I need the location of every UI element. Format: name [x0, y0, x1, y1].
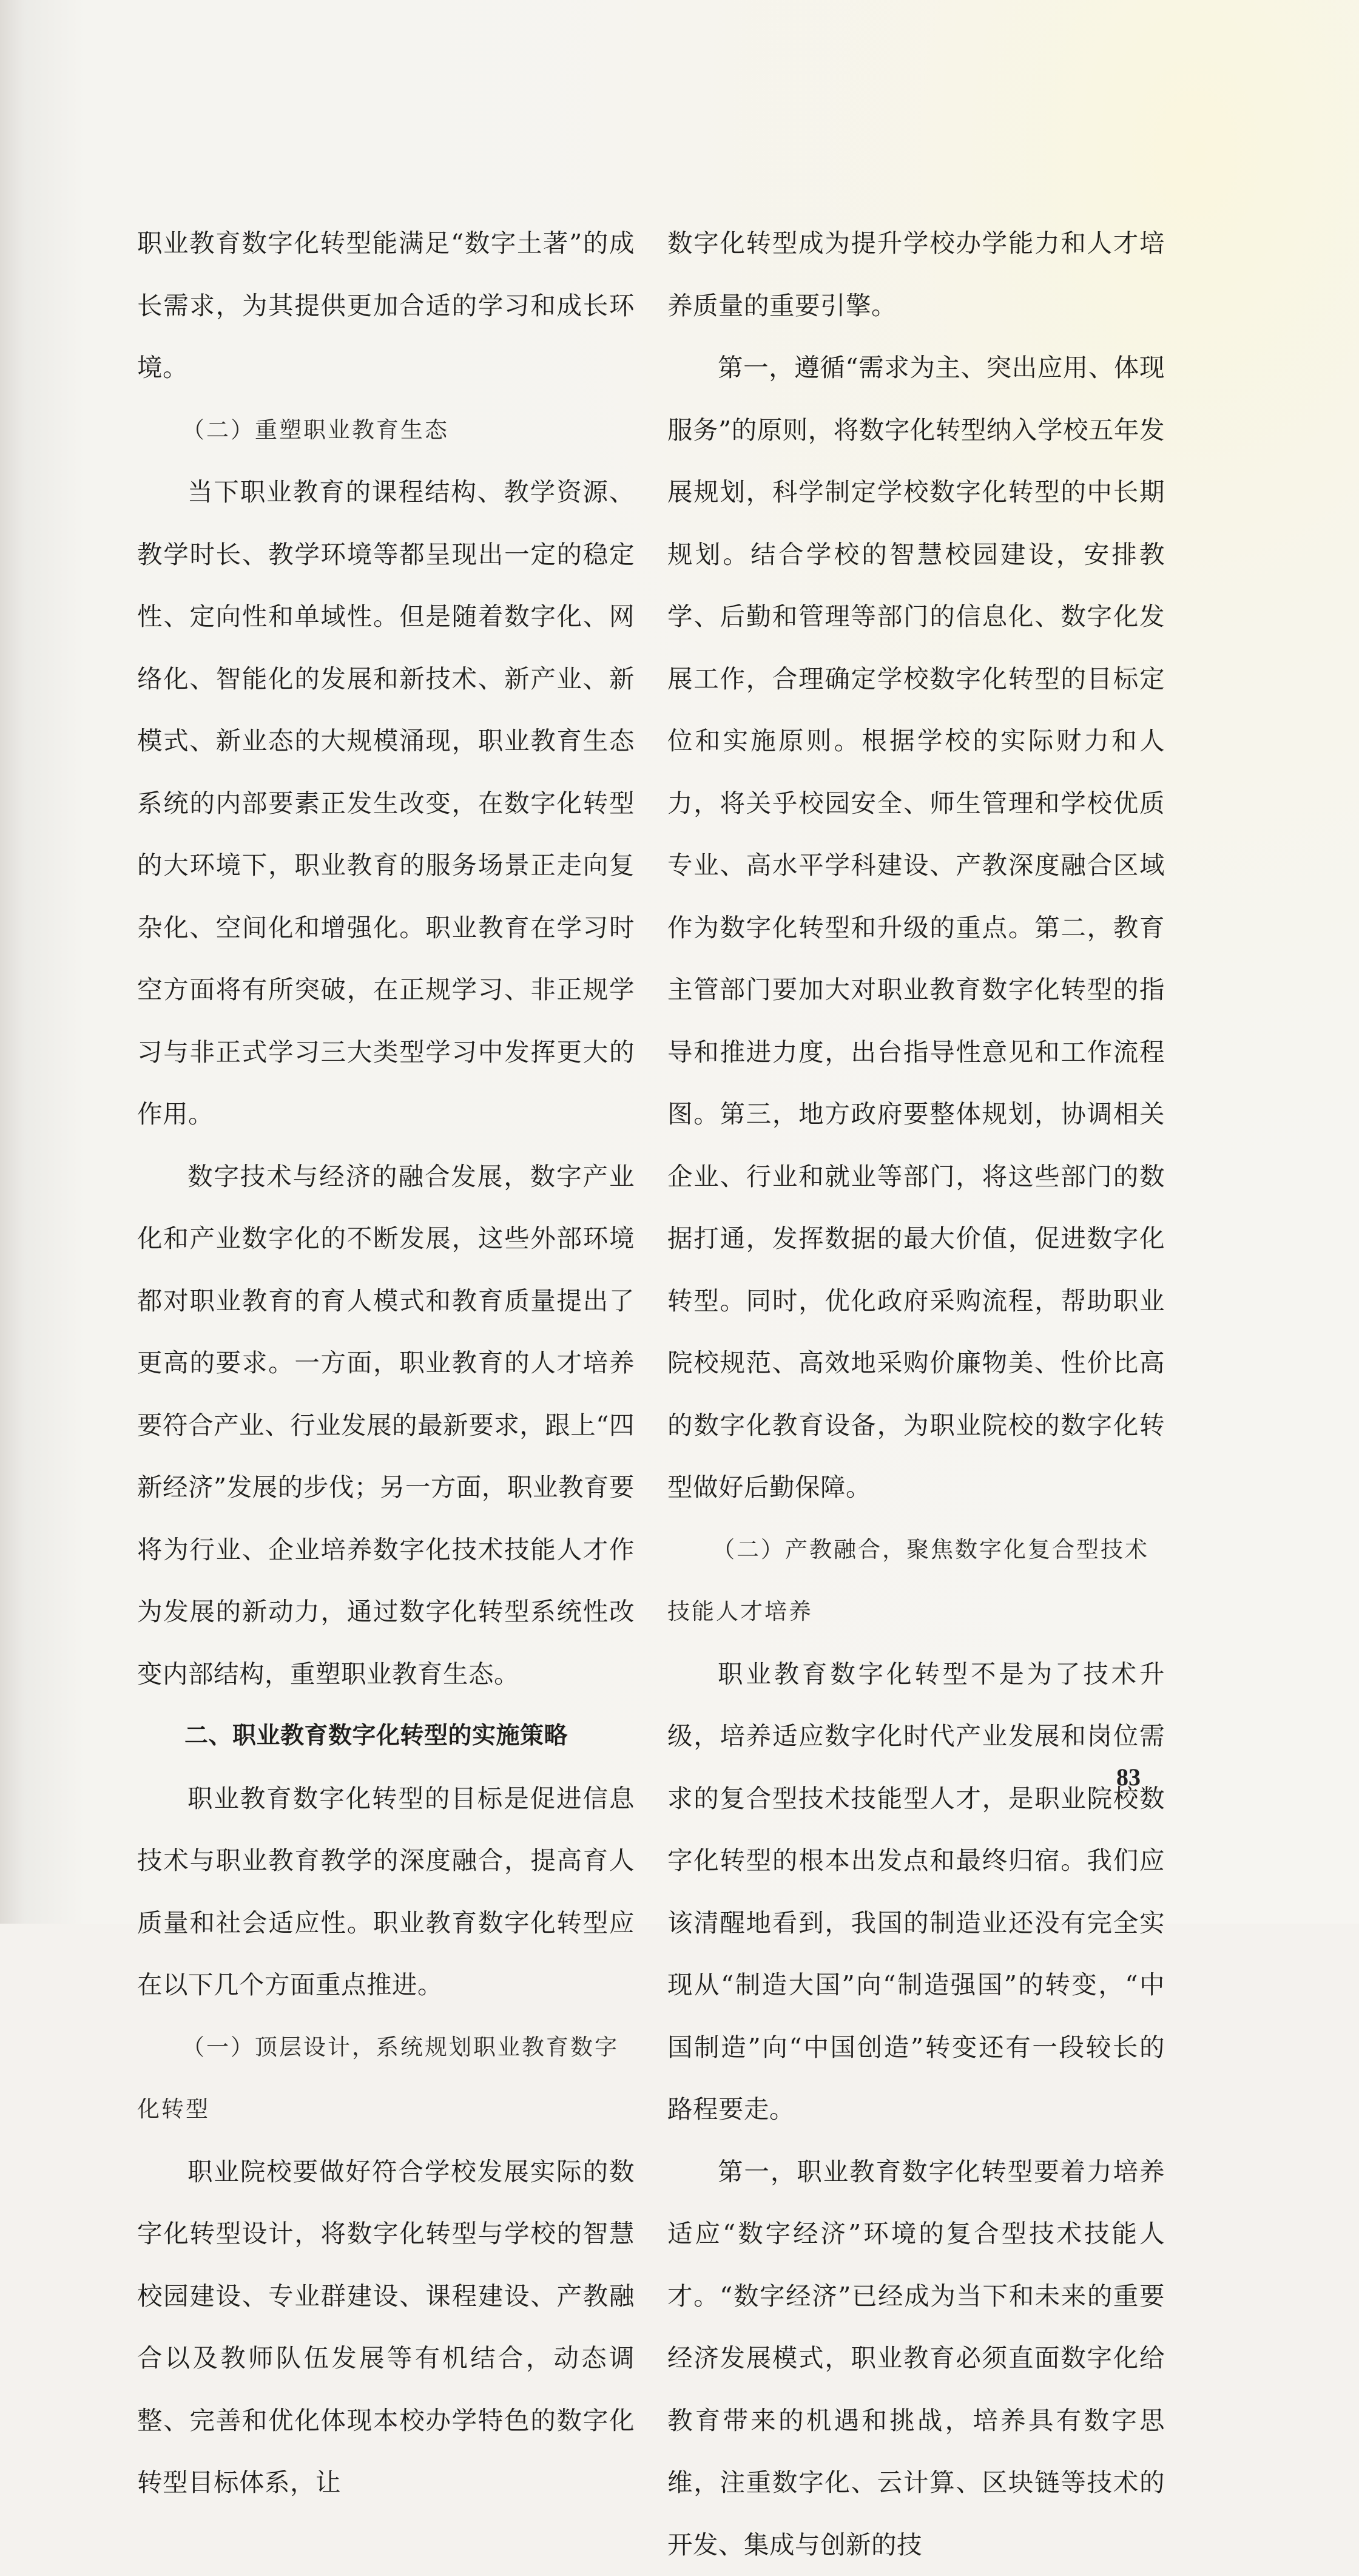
- left-column: [137, 212, 635, 2514]
- right-paragraph-4: 第一，职业教育数字化转型要着力培养适应“数字经济”环境的复合型技术技能人才。“数字经济”已经成为当下和未来的重要经济发展模式，职业教育必须直面数字化给教育带来的机遇和挑战，培养具有数字思维，注重数字化、云计算、区块链等技术的开发、集成与创新的技: [667, 2141, 1165, 2576]
- right-subheading-1: （二）产教融合，聚焦数字化复合型技术技能人才培养: [667, 1519, 1165, 1643]
- right-paragraph-1: 数字化转型成为提升学校办学能力和人才培养质量的重要引擎。: [667, 212, 1165, 337]
- left-paragraph-2: 当下职业教育的课程结构、教学资源、教学时长、教学环境等都呈现出一定的稳定性、定向性和单域性。但是随着数字化、网络化、智能化的发展和新技术、新产业、新模式、新业态的大规模涌现，职业教育生态系统的内部要素正发生改变，在数字化转型的大环境下，职业教育的服务场景正走向复杂化、空间化和增强化。职业教育在学习时空方面将有所突破，在正规学习、非正规学习与非正式学习三大类型学习中发挥更大的作用。: [137, 461, 635, 1146]
- left-subheading-1: （二）重塑职业教育生态: [137, 399, 635, 462]
- right-paragraph-2: 第一，遵循“需求为主、突出应用、体现服务”的原则，将数字化转型纳入学校五年发展规划，科学制定学校数字化转型的中长期规划。结合学校的智慧校园建设，安排教学、后勤和管理等部门的信息化、数字化发展工作，合理确定学校数字化转型的目标定位和实施原则。根据学校的实际财力和人力，将关乎校园安全、师生管理和学校优质专业、高水平学科建设、产教深度融合区域作为数字化转型和升级的重点。第二，教育主管部门要加大对职业教育数字化转型的指导和推进力度，出台指导性意见和工作流程图。第三，地方政府要整体规划，协调相关企业、行业和就业等部门，将这些部门的数据打通，发挥数据的最大价值，促进数字化转型。同时，优化政府采购流程，帮助职业院校规范、高效地采购价廉物美、性价比高的数字化教育设备，为职业院校的数字化转型做好后勤保障。: [667, 337, 1165, 1519]
- right-column: [667, 212, 1165, 2576]
- section-heading: 二、职业教育数字化转型的实施策略: [137, 1705, 635, 1768]
- left-paragraph-5: 职业院校要做好符合学校发展实际的数字化转型设计，将数字化转型与学校的智慧校园建设、专业群建设、课程建设、产教融合以及教师队伍发展等有机结合，动态调整、完善和优化体现本校办学特色的数字化转型目标体系，让: [137, 2141, 635, 2514]
- left-subheading-2: （一）顶层设计，系统规划职业教育数字化转型: [137, 2017, 635, 2141]
- left-paragraph-4: 职业教育数字化转型的目标是促进信息技术与职业教育教学的深度融合，提高育人质量和社会适应性。职业教育数字化转型应在以下几个方面重点推进。: [137, 1768, 635, 2017]
- page-number: 83: [1116, 1763, 1141, 1791]
- right-paragraph-3: 职业教育数字化转型不是为了技术升级，培养适应数字化时代产业发展和岗位需求的复合型技术技能型人才，是职业院校数字化转型的根本出发点和最终归宿。我们应该清醒地看到，我国的制造业还没有完全实现从“制造大国”向“制造强国”的转变，“中国制造”向“中国创造”转变还有一段较长的路程要走。: [667, 1643, 1165, 2141]
- left-paragraph-3: 数字技术与经济的融合发展，数字产业化和产业数字化的不断发展，这些外部环境都对职业教育的育人模式和教育质量提出了更高的要求。一方面，职业教育的人才培养要符合产业、行业发展的最新要求，跟上“四新经济”发展的步伐；另一方面，职业教育要将为行业、企业培养数字化技术技能人才作为发展的新动力，通过数字化转型系统性改变内部结构，重塑职业教育生态。: [137, 1146, 635, 1706]
- left-paragraph-1: 职业教育数字化转型能满足“数字土著”的成长需求，为其提供更加合适的学习和成长环境。: [137, 212, 635, 399]
